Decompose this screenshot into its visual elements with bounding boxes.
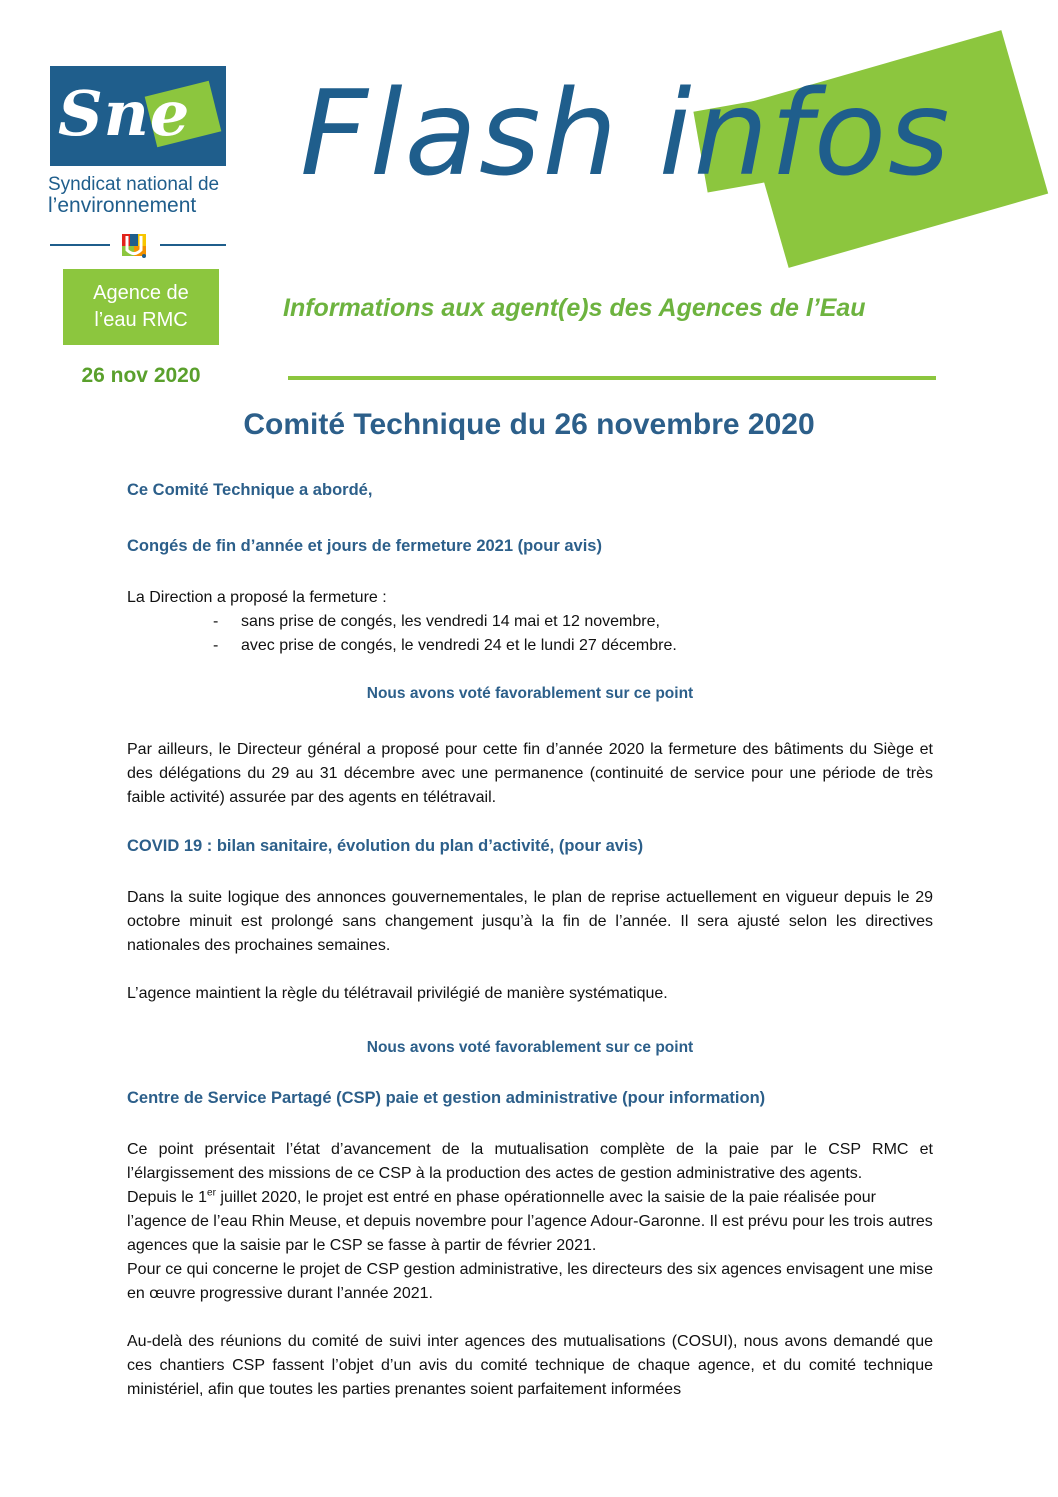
section-1-lead: La Direction a proposé la fermeture : [127, 589, 387, 606]
section-3-paragraph-1: Ce point présentait l’état d’avancement de la mutualisation complète de la paie par le CSP RMC et l’élargissement des missions de ce CSP à la production des actes de gestion administrative des agents. [127, 1141, 933, 1182]
unsa-badge-icon [119, 230, 149, 260]
section-3-paragraph-4: Au-delà des réunions du comité de suivi inter agences des mutualisations (COSUI), nous avons demandé que ces chantiers CSP fassent l’objet d’un avis du comité technique de chaque agence, et du comité technique ministériel, afin que toutes les parties prenantes soient parfaitement informées [127, 1333, 933, 1398]
article-body [127, 478, 933, 1402]
list-item: - sans prise de congés, les vendredi 14 mai et 12 novembre, [213, 610, 933, 634]
logo-divider-right [160, 244, 226, 246]
masthead-rule [288, 376, 936, 380]
section-2-heading: COVID 19 : bilan sanitaire, évolution du plan d’activité, (pour avis) [127, 837, 644, 855]
masthead-title: Flash infos [300, 64, 952, 202]
list-item: - avec prise de congés, le vendredi 24 et le lundi 27 décembre. [213, 634, 933, 658]
intro-heading: Ce Comité Technique a abordé, [127, 481, 373, 499]
agency-badge [63, 269, 219, 345]
logo-brand: Sne [58, 77, 191, 150]
vote-statement-2: Nous avons voté favorablement sur ce point [366, 1039, 694, 1056]
ordinal-suffix: er [207, 1187, 216, 1199]
section-2-paragraph-2: L’agence maintient la règle du télétravail privilégié de manière systématique. [127, 985, 668, 1002]
agency-line-1: Agence de [93, 282, 189, 304]
logo-line-2: l’environnement [48, 194, 197, 217]
agency-line-2: l’eau RMC [94, 309, 188, 331]
section-3-paragraph-2 [127, 1186, 933, 1258]
logo-line-1: Syndicat national de [48, 174, 220, 195]
section-1-heading: Congés de fin d’année et jours de fermeture 2021 (pour avis) [127, 537, 602, 555]
para2-rest: juillet 2020, le projet est entré en phase opérationnelle avec la saisie de la paie réalisée pour l’agence de l’eau Rhin Meuse, et depuis novembre pour l’agence Adour-Garonne. Il est prévu pour les trois autres agences que la saisie par le CSP se fasse à partir de février 2021. [127, 1189, 933, 1254]
masthead-subtitle: Informations aux agent(e)s des Agences de l’Eau [283, 294, 866, 322]
logo-divider-left [50, 244, 110, 246]
section-3-heading: Centre de Service Partagé (CSP) paie et gestion administrative (pour information) [127, 1089, 766, 1107]
section-3-paragraph-3: Pour ce qui concerne le projet de CSP gestion administrative, les directeurs des six agences envisagent une mise en œuvre progressive durant l’année 2021. [127, 1261, 933, 1302]
section-1-paragraph: Par ailleurs, le Directeur général a proposé pour cette fin d’année 2020 la fermeture des bâtiments du Siège et des délégations du 29 au 31 décembre avec une permanence (continuité de service pour une période de très faible activité) assurée par des agents en télétravail. [127, 741, 933, 806]
para2-start: Depuis le 1 [127, 1189, 208, 1206]
section-2-paragraph-1: Dans la suite logique des annonces gouvernementales, le plan de reprise actuellement en vigueur depuis le 29 octobre minuit est prolongé sans changement jusqu’à la fin de l’année. Il sera ajusté selon les directives nationales des prochaines semaines. [127, 889, 933, 954]
logo-subtitle [48, 174, 230, 216]
section-1-list [127, 610, 933, 658]
vote-statement-1: Nous avons voté favorablement sur ce point [366, 685, 694, 702]
issue-date: 26 nov 2020 [81, 364, 201, 387]
article-title: Comité Technique du 26 novembre 2020 [243, 408, 815, 441]
